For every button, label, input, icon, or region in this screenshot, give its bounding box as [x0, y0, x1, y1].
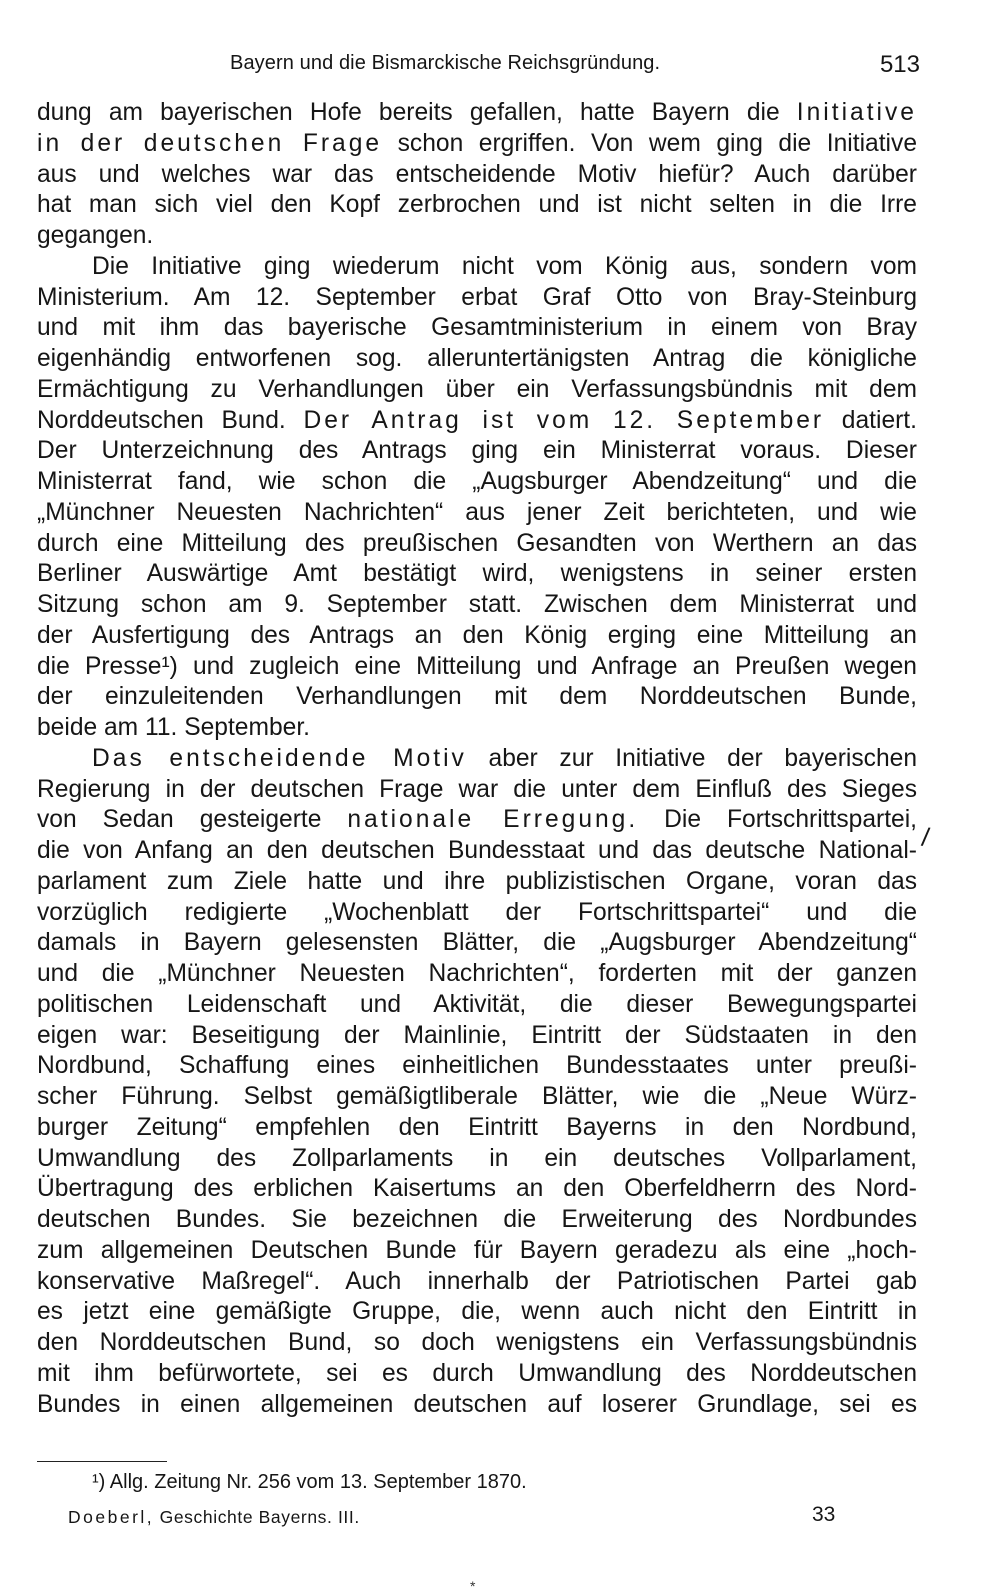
text-line: [37, 652, 917, 683]
text-run: zum allgemeinen Deutschen Bunde für Bayern geradezu als eine „hoch-: [37, 1236, 917, 1264]
sheet-number: 33: [812, 1503, 836, 1526]
text-line: [37, 190, 917, 221]
text-run: damals in Bayern gelesensten Blätter, die „Augsburger Abendzeitung“: [37, 929, 917, 957]
text-line: [37, 1297, 917, 1328]
text-run: vorzüglich redigierte „Wochenblatt der Fortschrittspartei“ und die: [37, 898, 917, 926]
text-run: Norddeutschen Bund.: [37, 406, 304, 434]
text-line: [37, 529, 917, 560]
spaced-emphasis: in der deutschen Frage: [37, 129, 383, 157]
text-line: [37, 621, 917, 652]
text-line: [37, 1113, 917, 1144]
text-line: [37, 436, 917, 467]
text-run: Sitzung schon am 9. September statt. Zwischen dem Ministerrat und: [37, 591, 917, 618]
text-run: datiert.: [824, 406, 917, 434]
text-run: deutschen Bundes. Sie bezeichnen die Erweiterung des Nordbundes: [37, 1206, 917, 1233]
text-run: es jetzt eine gemäßigte Gruppe, die, wenn auch nicht den Eintritt in: [37, 1298, 917, 1326]
text-line: [37, 98, 917, 129]
text-line: [37, 1174, 917, 1205]
text-line: [37, 836, 917, 867]
text-line: [37, 805, 917, 836]
text-line: [37, 682, 917, 713]
footnote-marker: ¹): [92, 1471, 106, 1493]
body-text: [37, 98, 917, 1420]
text-run: der Ausfertigung des Antrags an den König erging eine Mitteilung an: [37, 621, 917, 649]
footnote-rule: [37, 1461, 167, 1462]
text-line: [37, 590, 917, 621]
text-run: hat man sich viel den Kopf zerbrochen und ist nicht selten in die Irre: [37, 191, 917, 219]
text-line: [37, 744, 917, 775]
text-run: den Norddeutschen Bund, so doch wenigstens ein Verfassungsbündnis: [37, 1329, 917, 1356]
text-run: konservative Maßregel“. Auch innerhalb der Patriotischen Partei gab: [37, 1267, 917, 1295]
text-run: Übertragung des erblichen Kaisertums an den Oberfeldherrn des Nord-: [37, 1175, 917, 1203]
text-line: [37, 775, 917, 806]
text-run: eigen war: Beseitigung der Mainlinie, Eintritt der Südstaaten in den: [37, 1021, 917, 1049]
text-run: Der Unterzeichnung des Antrags ging ein Ministerrat voraus. Dieser: [37, 437, 917, 465]
text-line: [37, 959, 917, 990]
spaced-emphasis: Das entscheidende Motiv: [92, 744, 467, 772]
text-line: [37, 129, 917, 160]
margin-mark: /: [919, 821, 932, 853]
signature-line: [68, 1505, 360, 1529]
spaced-emphasis: nationale Erregung.: [347, 806, 639, 834]
page-mark: *: [470, 1578, 476, 1594]
text-run: Bundes in einen allgemeinen deutschen auf loserer Grundlage, sei es: [37, 1390, 917, 1418]
text-line: [37, 898, 917, 929]
text-line: [37, 928, 917, 959]
footnote: [92, 1468, 527, 1496]
text-run: schon ergriffen. Von wem ging die Initiative: [382, 129, 917, 157]
text-run: beide am 11. September.: [37, 714, 310, 741]
text-line: [37, 498, 917, 529]
text-run: dung am bayerischen Hofe bereits gefallen, hatte Bayern die: [37, 99, 797, 126]
text-line: [37, 713, 917, 744]
text-line: [37, 221, 917, 252]
text-line: [37, 1051, 917, 1082]
text-run: durch eine Mitteilung des preußischen Gesandten von Werthern an das: [37, 529, 917, 557]
signature-work: Geschichte Bayerns. III.: [159, 1507, 360, 1527]
text-run: Ministerrat fand, wie schon die „Augsburger Abendzeitung“ und die: [37, 468, 917, 495]
text-line: [37, 160, 917, 191]
text-line: [37, 1205, 917, 1236]
text-line: [37, 1390, 917, 1421]
text-run: Die Fortschrittspartei,: [638, 806, 917, 834]
text-line: [37, 867, 917, 898]
text-run: und mit ihm das bayerische Gesamtministerium in einem von Bray: [37, 314, 917, 342]
text-line: [37, 375, 917, 406]
text-run: von Sedan gesteigerte: [37, 806, 348, 834]
text-run: Ermächtigung zu Verhandlungen über ein Verfassungsbündnis mit dem: [37, 375, 917, 403]
text-run: scher Führung. Selbst gemäßigtliberale Blätter, wie die „Neue Würz-: [37, 1083, 917, 1110]
text-line: [37, 313, 917, 344]
text-line: [37, 1236, 917, 1267]
text-run: burger Zeitung“ empfehlen den Eintritt Bayerns in den Nordbund,: [37, 1113, 917, 1141]
text-line: [37, 1267, 917, 1298]
text-line: [37, 252, 917, 283]
text-line: [37, 406, 917, 437]
page-header: [230, 46, 920, 82]
text-line: [37, 1359, 917, 1390]
text-run: politischen Leidenschaft und Aktivität, die dieser Bewegungspartei: [37, 990, 917, 1018]
text-line: [37, 1144, 917, 1175]
text-line: [37, 1328, 917, 1359]
text-run: aus und welches war das entscheidende Motiv hiefür? Auch darüber: [37, 160, 917, 188]
text-run: Ministerium. Am 12. September erbat Graf Otto von Bray-Steinburg: [37, 283, 917, 311]
spaced-emphasis: Der Antrag ist vom 12. September: [303, 406, 825, 434]
text-run: die Presse¹) und zugleich eine Mitteilung und Anfrage an Preußen wegen: [37, 652, 917, 680]
text-run: Regierung in der deutschen Frage war die unter dem Einfluß des Sieges: [37, 775, 917, 803]
text-run: gegangen.: [37, 222, 154, 249]
spaced-emphasis: Initiative: [796, 99, 917, 126]
text-line: [37, 1021, 917, 1052]
text-run: der einzuleitenden Verhandlungen mit dem Norddeutschen Bunde,: [37, 683, 917, 711]
text-run: mit ihm befürwortete, sei es durch Umwandlung des Norddeutschen: [37, 1359, 917, 1387]
text-run: „Münchner Neuesten Nachrichten“ aus jener Zeit berichteten, und wie: [37, 498, 917, 526]
text-line: [37, 283, 917, 314]
text-line: [37, 1082, 917, 1113]
text-line: [37, 559, 917, 590]
text-run: die von Anfang an den deutschen Bundesstaat und das deutsche National-: [37, 837, 917, 864]
text-run: Die Initiative ging wiederum nicht vom König aus, sondern vom: [92, 252, 917, 280]
text-run: parlament zum Ziele hatte und ihre publizistischen Organe, voran das: [37, 867, 917, 895]
text-run: Nordbund, Schaffung eines einheitlichen Bundesstaates unter preußi-: [37, 1052, 917, 1080]
text-line: [37, 467, 917, 498]
signature-author: Doeberl,: [68, 1507, 155, 1527]
text-run: eigenhändig entworfenen sog. alleruntertänigsten Antrag die königliche: [37, 345, 917, 372]
footnote-text: Allg. Zeitung Nr. 256 vom 13. September 1870.: [109, 1471, 527, 1493]
text-run: und die „Münchner Neuesten Nachrichten“, forderten mit der ganzen: [37, 960, 917, 987]
text-run: Berliner Auswärtige Amt bestätigt wird, wenigstens in seiner ersten: [37, 560, 917, 588]
page-number: 513: [879, 51, 920, 78]
text-run: aber zur Initiative der bayerischen: [466, 744, 917, 772]
running-title: Bayern und die Bismarckische Reichsgründung.: [230, 52, 661, 74]
text-line: [37, 344, 917, 375]
text-run: Umwandlung des Zollparlaments in ein deutsches Vollparlament,: [37, 1144, 917, 1172]
text-line: [37, 990, 917, 1021]
